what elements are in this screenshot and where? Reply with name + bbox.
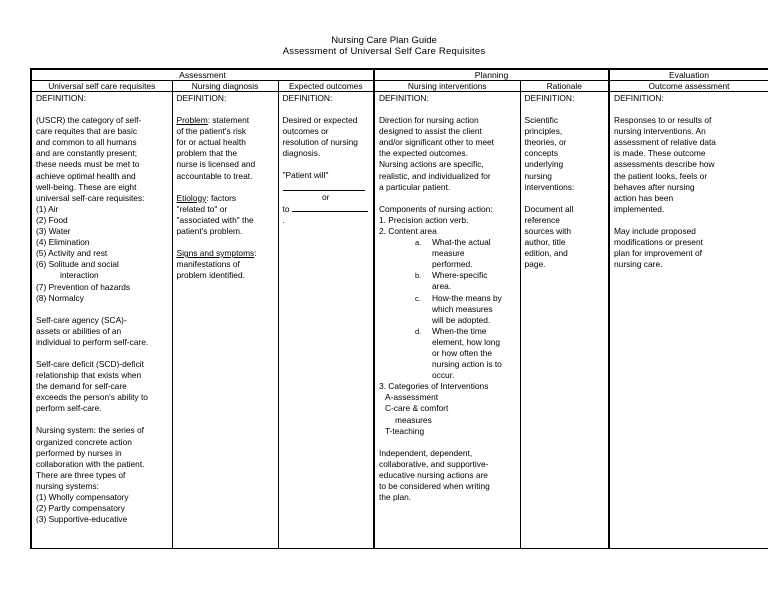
blank-line xyxy=(292,203,368,212)
group-evaluation: Evaluation xyxy=(609,69,768,81)
list-item: interaction xyxy=(60,270,99,281)
page-title: Nursing Care Plan Guide xyxy=(331,35,437,46)
col-header-requisites: Universal self care requisites xyxy=(31,81,172,92)
list-item: (2) Food xyxy=(36,214,68,225)
list-item: (3) Supportive-educative xyxy=(36,514,128,525)
col-header-interventions: Nursing interventions xyxy=(374,81,520,92)
blank-line xyxy=(283,190,365,191)
list-item: (8) Normalcy xyxy=(36,292,84,303)
list-item: 2. Content area xyxy=(379,225,437,236)
list-item: (2) Partly compensatory xyxy=(36,503,125,514)
cell-rationale: DEFINITION: Scientific principles, theories, or concepts underlying nursing interventions: Document all reference sources with author, title edition, and page. xyxy=(520,92,609,549)
col-header-diagnosis: Nursing diagnosis xyxy=(172,81,278,92)
signs-label: Signs and symptoms xyxy=(176,248,255,259)
list-item: (6) Solitude and social xyxy=(36,259,119,270)
col-header-outcome-assessment: Outcome assessment xyxy=(609,81,768,92)
list-item: (7) Prevention of hazards xyxy=(36,281,131,292)
cell-requisites: DEFINITION: (USCR) the category of self- care requites that are basic and common to all humans and are constantly present; these needs must be met to achieve optimal health and well-being. These are eight universal self-care requisites: (1) Air (2) Food (3) Water (4) Elimination (5) Activity and rest (6) Solitude and social interaction (7) Prevention of hazards (8) Normalcy Self-care agency (SCA)- assets or abilities of an individual to perform self-care. Self-care deficit (SCD)-deficit relationship that exists when the demand for self-care exceeds the person's ability to perform self-care. Nursing system: the series of organized concrete action performed by nurses in collaboration with the patient. There are three types of nursing systems: (1) Wholly compensatory (2) Partly compensatory (3) Supportive-educative xyxy=(31,92,172,549)
definition-label: DEFINITION: xyxy=(176,93,227,103)
col-header-outcomes: Expected outcomes xyxy=(278,81,374,92)
cell-diagnosis: DEFINITION: Problem: statement of the patient's risk for or actual health problem that the nurse is licensed and accountable to treat. Etiology: factors "related to" or "associated with" the patient's problem. Signs and symptoms: manifestations of problem identified. xyxy=(172,92,278,549)
page-subtitle: Assessment of Universal Self Care Requisites xyxy=(282,46,486,57)
problem-label: Problem xyxy=(176,115,208,126)
list-item: (5) Activity and rest xyxy=(36,248,108,259)
cell-interventions: DEFINITION: Direction for nursing action designed to assist the client and/or significant other to meet the expected outcomes. Nursing actions are specific, realistic, and individualized for a particular patient. Components of nursing action: 1. Precision action verb. 2. Content area a. What-the actual measure performed. b. Where-specific area. c. How-the means by which measures will be adopted. d. When-the time element, how long or how often the nursing action is to occur. 3. Categories of Interventions A-assessment C-care & comfort measures T-teaching Independent, dependent, collaborative, and supportive- educative nursing actions are to be considered when writing the plan. xyxy=(374,92,520,549)
definition-label: DEFINITION: xyxy=(379,93,429,103)
definition-label: DEFINITION: xyxy=(282,93,333,103)
definition-label: DEFINITION: xyxy=(614,93,664,103)
definition-label: DEFINITION: xyxy=(36,93,86,103)
col-header-rationale: Rationale xyxy=(520,81,609,92)
list-item: (3) Water xyxy=(36,226,71,237)
list-item: 1. Precision action verb. xyxy=(379,214,469,225)
cell-outcome-assessment: DEFINITION: Responses to or results of nursing interventions. An assessment of relative data is made. These outcome assessments describe how the patient looks, feels or behaves after nursing action has been implemented. May include proposed modifications or present plan for improvement of nursing care. xyxy=(609,92,768,549)
care-plan-table xyxy=(30,68,768,549)
group-planning: Planning xyxy=(374,69,609,81)
etiology-label: Etiology xyxy=(176,192,207,203)
list-item: 3. Categories of Interventions xyxy=(379,381,489,392)
list-item: (1) Air xyxy=(36,203,59,214)
list-item: (1) Wholly compensatory xyxy=(36,492,129,502)
cell-outcomes: DEFINITION: Desired or expected outcomes or resolution of nursing diagnosis. "Patient will" or to . xyxy=(278,92,374,549)
group-assessment: Assessment xyxy=(31,69,374,81)
patient-will: "Patient will" xyxy=(282,170,329,181)
list-item: (4) Elimination xyxy=(36,237,90,248)
definition-label: DEFINITION: xyxy=(524,93,575,103)
